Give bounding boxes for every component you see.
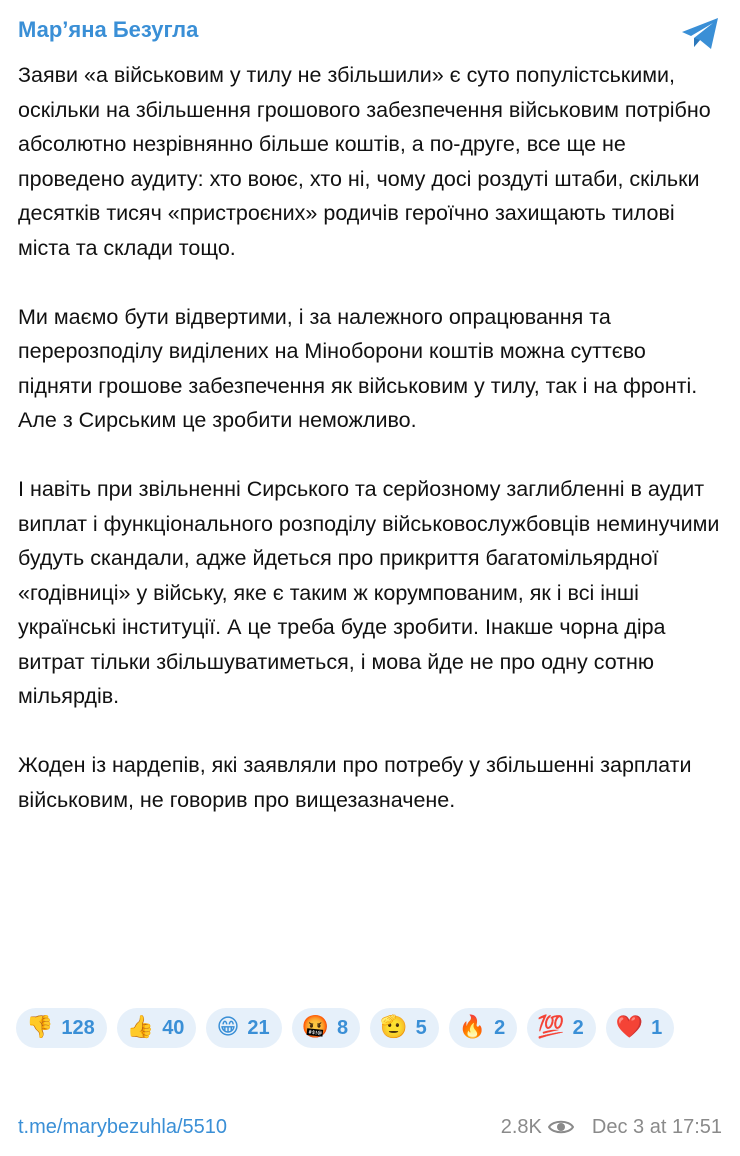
post-meta: [501, 1112, 722, 1142]
grin-icon: 😁: [216, 1015, 240, 1040]
post-header: [18, 14, 722, 50]
reaction-count: 40: [162, 1016, 185, 1039]
reaction-heart[interactable]: [606, 1008, 675, 1048]
post-date: Dec 3 at 17:51: [591, 1116, 722, 1138]
reaction-thumbs-down[interactable]: [16, 1008, 107, 1048]
reaction-cursing-face[interactable]: [292, 1008, 361, 1048]
post-paragraph-2: Ми маємо бути відвертими, і за належного опрацювання та перерозподілу виділених на Міноборони коштів можна суттєво підняти грошове забезпечення як військовим у тилу, так і на фронті. Але з Сирським це зробити неможливо.: [18, 304, 698, 432]
heart-icon: ❤️: [615, 1015, 644, 1040]
reaction-count: 2: [572, 1016, 584, 1039]
hundred-points-icon: 💯: [537, 1015, 565, 1040]
thumbs-up-icon: 👍: [126, 1015, 155, 1040]
author-name[interactable]: Мар’яна Безугла: [18, 17, 199, 42]
post-link[interactable]: t.me/marybezuhla/5510: [18, 1116, 228, 1138]
eye-icon: [548, 1118, 574, 1136]
view-count: 2.8K: [500, 1116, 542, 1138]
post-paragraph-3: І навіть при звільненні Сирського та серйозному заглибленні в аудит виплат і функціонального розподілу військовослужбовців неминучими будуть скандали, адже йдеться про прикриття багатомільярдної «годівниці» у війську, яке є таким ж корумпованим, як і всі інші українські інституції. А це треба буде зробити. Інакше чорна діра витрат тільки збільшуватиметься, і мова йде не про одну сотню мільярдів.: [18, 477, 720, 708]
thumbs-down-icon: 👎: [26, 1015, 54, 1040]
reaction-count: 128: [61, 1016, 95, 1039]
reaction-count: 21: [247, 1016, 270, 1039]
post-footer: [18, 1112, 722, 1142]
reaction-count: 5: [415, 1016, 427, 1039]
reactions-bar: [16, 1008, 716, 1060]
fire-icon: 🔥: [458, 1015, 487, 1040]
reaction-count: 8: [337, 1016, 349, 1039]
post-paragraph-4: Жоден із нардепів, які заявляли про потребу у збільшенні зарплати військовим, не говорив про вищезазначене.: [18, 753, 692, 812]
saluting-face-icon: 🫡: [380, 1015, 408, 1040]
post-paragraph-1: Заяви «а військовим у тилу не збільшили» є суто популістськими, оскільки на збільшення грошового забезпечення військовим потрібно абсолютно незрівнянно більше коштів, а по-друге, все ще не проведено аудиту: хто воює, хто ні, чому досі роздуті штаби, скільки десятків тисяч «пристроєних» родичів героїчно захищають тилові міста та склади тощо.: [18, 63, 711, 260]
telegram-icon[interactable]: [680, 16, 722, 52]
reaction-thumbs-up[interactable]: [117, 1008, 197, 1048]
post-text: [18, 58, 724, 817]
reaction-fire[interactable]: [449, 1008, 518, 1048]
cursing-face-icon: 🤬: [301, 1015, 330, 1040]
reaction-saluting-face[interactable]: [370, 1008, 439, 1048]
reaction-hundred-points[interactable]: [527, 1008, 596, 1048]
reaction-grin[interactable]: [206, 1008, 281, 1048]
reaction-count: 2: [494, 1016, 506, 1039]
reaction-count: 1: [651, 1016, 663, 1039]
